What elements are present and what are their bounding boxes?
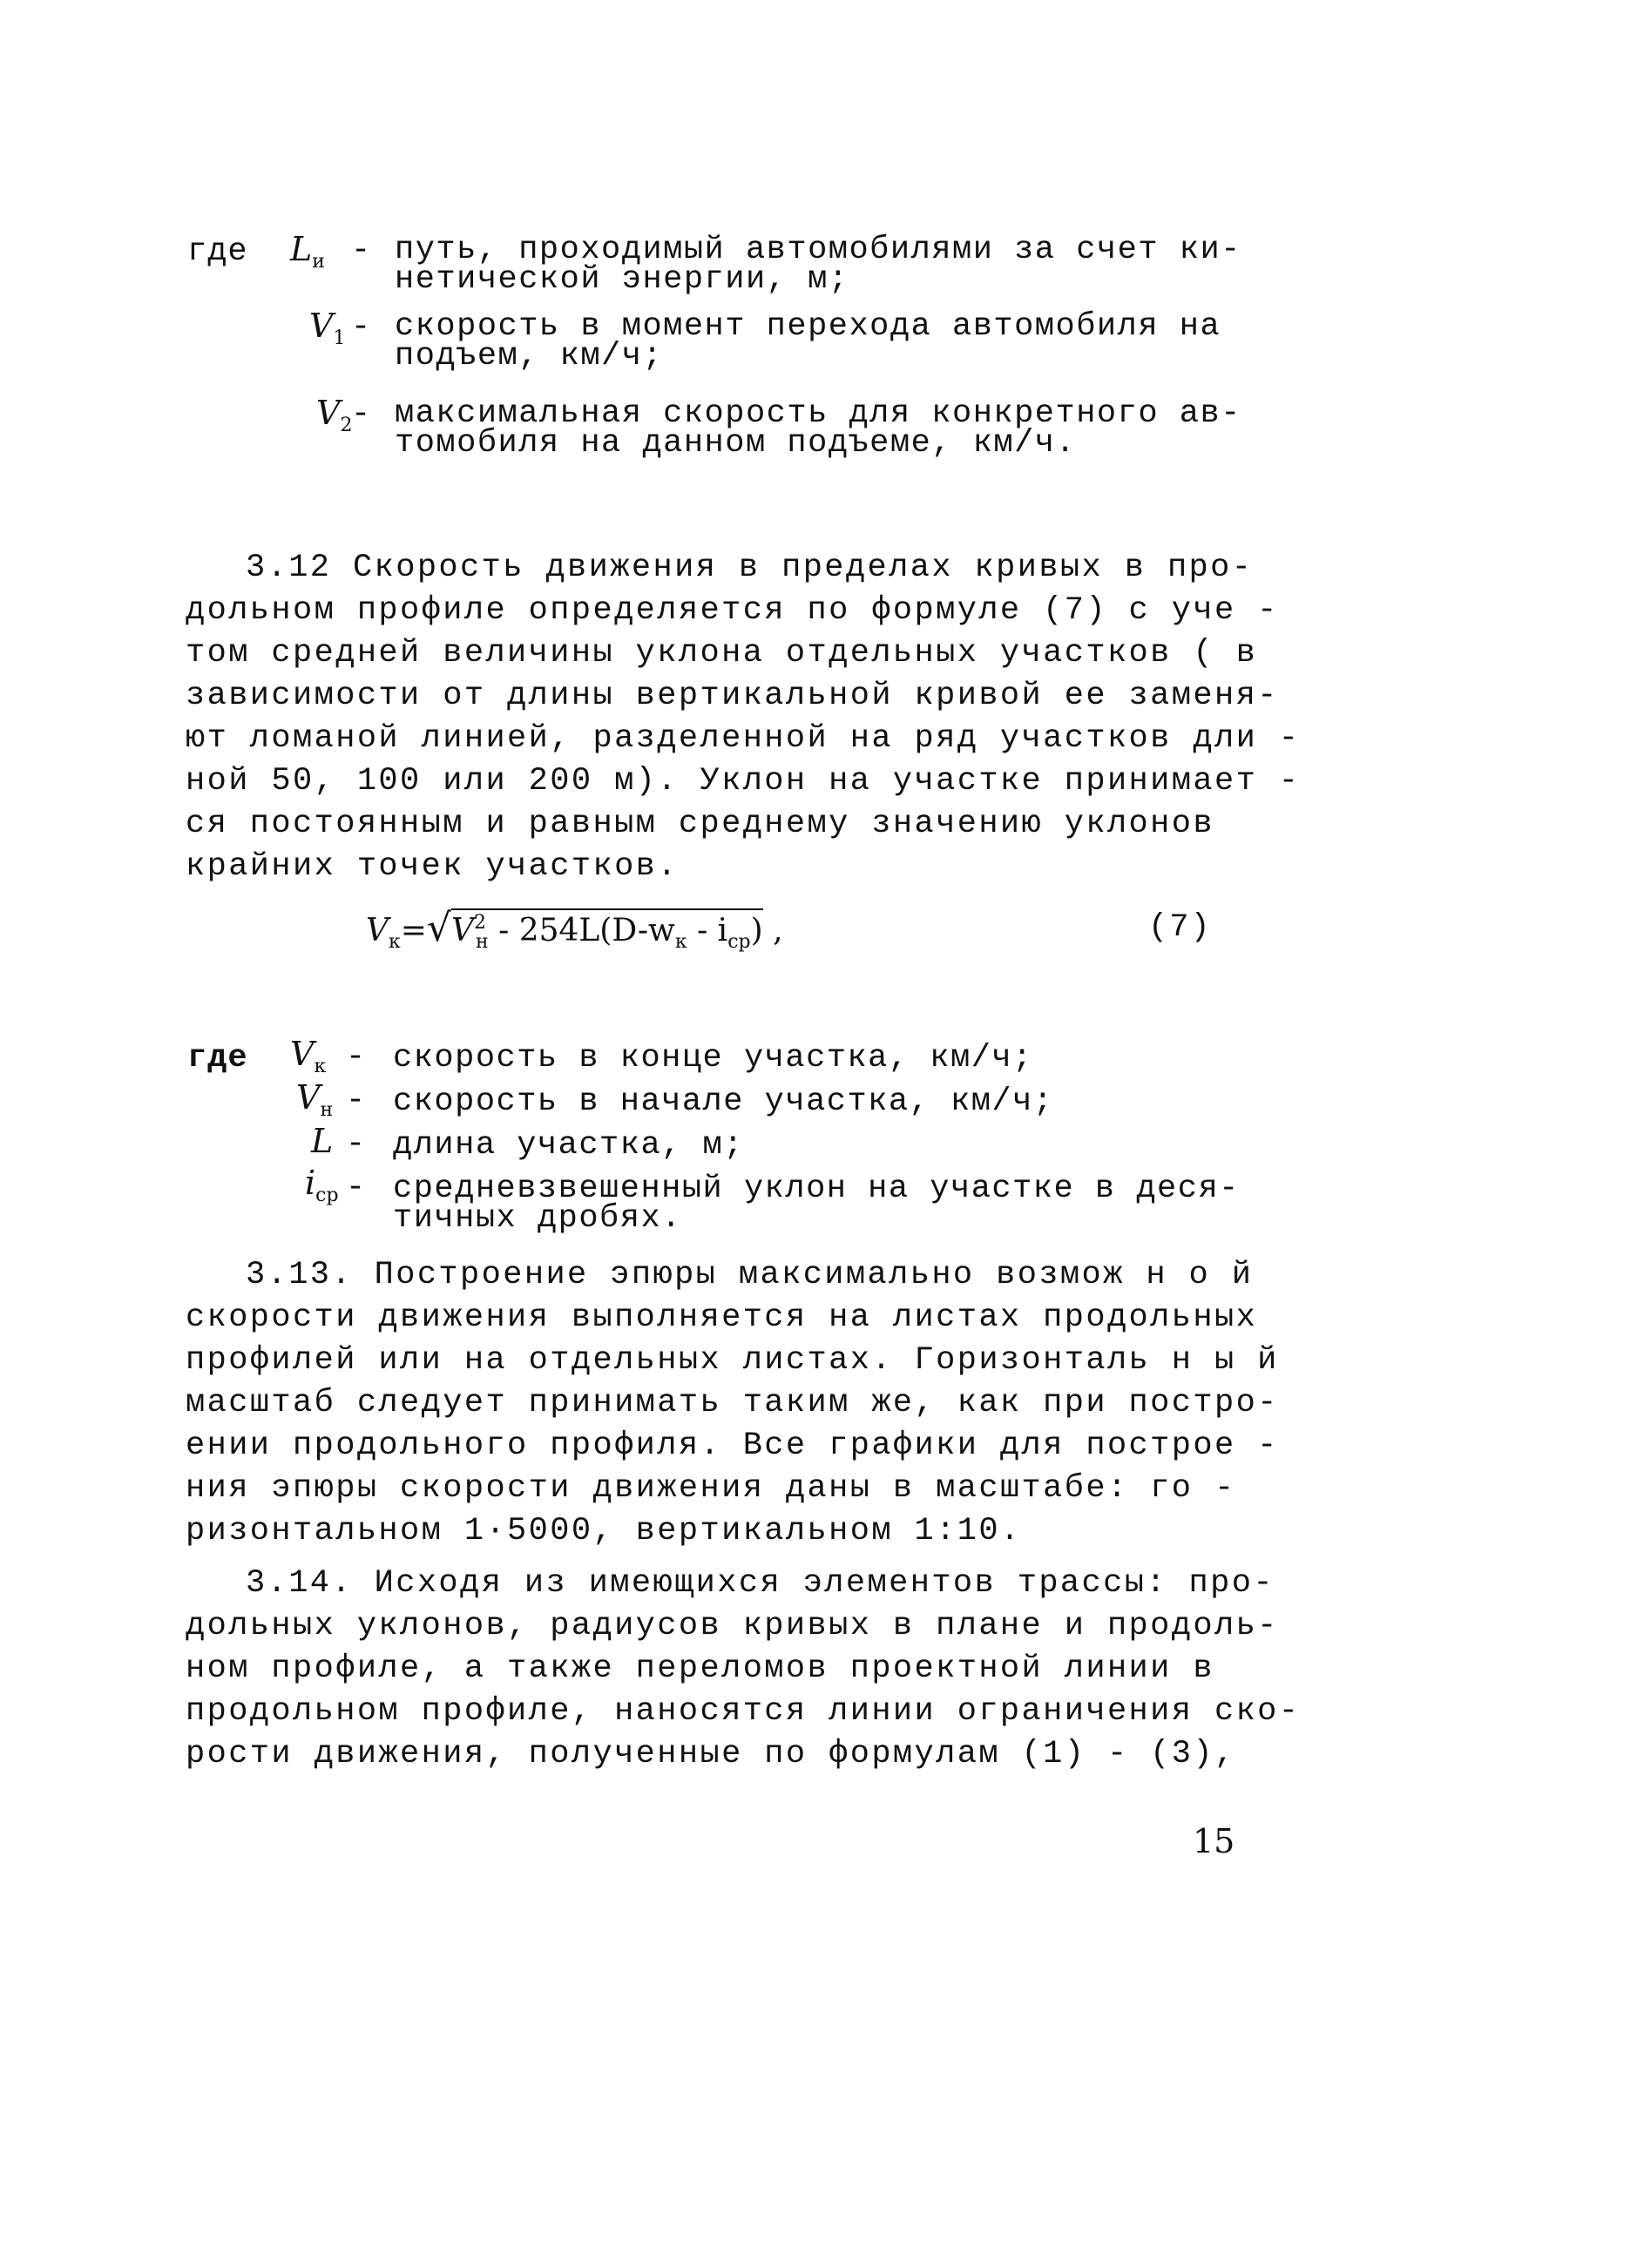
paragraph-line: дольных уклонов, радиусов кривых в плане и продоль- <box>186 1608 1279 1644</box>
paragraph-line: 3.12 Скорость движения в пределах кривых в про- <box>246 550 1254 586</box>
symbol: L <box>311 1122 334 1160</box>
definition-text: путь, проходимый автомобилями за счет ки- нетической энергии, м; <box>395 232 1241 298</box>
definition-dash: - <box>346 1170 366 1206</box>
paragraph-line: ении продольного профиля. Все графики для построе - <box>186 1428 1279 1464</box>
definition-dash: - <box>351 309 371 346</box>
paragraph-line: скорости движения выполняется на листах продольных <box>186 1299 1258 1336</box>
symbol: $V_к$ <box>290 1035 327 1077</box>
paragraph-line: ния эпюры скорости движения даны в масштабе: го - <box>186 1470 1236 1507</box>
paragraph-line: том средней величины уклона отдельных участков ( в <box>186 635 1258 672</box>
definition-dash: - <box>351 233 371 269</box>
definition-text: средневзвешенный уклон на участке в деся- тичных дробях. <box>393 1171 1240 1237</box>
paragraph-line: ся постоянным и равным среднему значению уклонов <box>186 806 1214 842</box>
symbol: $i_{ср}$ <box>305 1164 339 1206</box>
paragraph-line: ном профиле, а также переломов проектной линии в <box>186 1650 1214 1687</box>
definition-text: скорость в момент перехода автомобиля на подъем, км/ч; <box>395 308 1221 375</box>
symbol: $V_1$ <box>309 307 346 349</box>
where-label: где <box>187 1040 248 1077</box>
definition-dash: - <box>351 396 371 433</box>
definition-text: скорость в начале участка, км/ч; <box>393 1083 1054 1120</box>
paragraph-line: ют ломаной линией, разделенной на ряд участков дли - <box>186 720 1301 757</box>
definition-dash: - <box>346 1126 366 1163</box>
definition-text: максимальная скорость для конкретного ав- томобиля на данном подъеме, км/ч. <box>395 395 1241 462</box>
formula-radicand: $V^2_н - 254L(D-w_к - i_{ср})$ <box>451 908 763 953</box>
paragraph-line: крайних точек участков. <box>186 848 679 885</box>
definition-dash: - <box>346 1039 366 1076</box>
page-number: 15 <box>1193 1822 1235 1860</box>
definition-text: скорость в конце участка, км/ч; <box>393 1040 1033 1077</box>
paragraph-line: 3.13. Построение эпюры максимально возмож н о й <box>246 1257 1254 1293</box>
symbol: $L_и$ <box>290 230 325 273</box>
paragraph-line: дольном профиле определяется по формуле (7) с уче - <box>186 592 1279 629</box>
formula-number: (7) <box>1148 909 1212 946</box>
symbol: $V_2$ <box>316 394 353 436</box>
formula-7: $V_к=√V^2_н - 254L(D-w_к - i_{ср})$ , <box>366 906 783 953</box>
where-label: где <box>187 233 248 270</box>
paragraph-line: рости движения, полученные по формулам (1) - (3), <box>186 1736 1236 1772</box>
paragraph-line: продольном профиле, наносятся линии ограничения ско- <box>186 1693 1301 1730</box>
paragraph-line: профилей или на отдельных листах. Горизонталь н ы й <box>186 1342 1279 1379</box>
paragraph-line: ной 50, 100 или 200 м). Уклон на участке принимает - <box>186 763 1301 800</box>
definition-text: длина участка, м; <box>393 1127 744 1164</box>
paragraph-line: 3.14. Исходя из имеющихся элементов трассы: про- <box>246 1565 1275 1602</box>
paragraph-line: ризонтальном 1·5000, вертикальном 1:10. <box>186 1513 1022 1549</box>
symbol: $V_н$ <box>296 1078 334 1121</box>
definition-dash: - <box>346 1083 366 1119</box>
paragraph-line: зависимости от длины вертикальной кривой ее заменя- <box>186 678 1279 714</box>
paragraph-line: масштаб следует принимать таким же, как при постро- <box>186 1385 1279 1421</box>
